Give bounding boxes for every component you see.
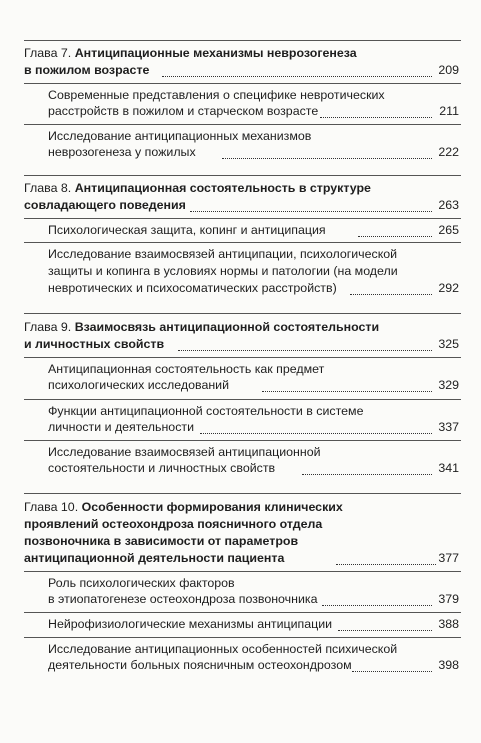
chapter-title-line: проявлений остеохондроза поясничного отдела bbox=[24, 517, 323, 531]
dot-leader bbox=[320, 117, 432, 118]
page-number: 337 bbox=[438, 420, 459, 434]
section-divider bbox=[24, 440, 461, 441]
page-number: 292 bbox=[438, 281, 459, 295]
dot-leader bbox=[302, 474, 432, 475]
page-number: 329 bbox=[438, 378, 459, 392]
chapter-title-line: и личностных свойств bbox=[24, 337, 165, 351]
section-line: Нейрофизиологические механизмы антиципации bbox=[48, 617, 333, 631]
section-line: психологических исследований bbox=[48, 378, 230, 392]
dot-leader bbox=[352, 671, 432, 672]
chapter-label: Глава 7. bbox=[24, 46, 72, 60]
chapter-divider bbox=[24, 175, 461, 176]
section-line: неврозогенеза у пожилых bbox=[48, 145, 196, 159]
page-number: 388 bbox=[438, 617, 459, 631]
chapter-title-line: совладающего поведения bbox=[24, 198, 186, 212]
dot-leader bbox=[162, 76, 432, 77]
section-line: невротических и психосоматических расстройств) bbox=[48, 281, 337, 295]
dot-leader bbox=[262, 391, 432, 392]
chapter-title-line: Глава 10. Особенности формирования клинических bbox=[24, 500, 343, 514]
page-number: 211 bbox=[439, 104, 459, 118]
section-line: Исследование взаимосвязей антиципации, психологической bbox=[48, 247, 398, 261]
chapter-label: Глава 10. bbox=[24, 500, 79, 514]
section-line: Психологическая защита, копинг и антиципация bbox=[48, 223, 326, 237]
dot-leader bbox=[178, 350, 432, 351]
page-number: 341 bbox=[438, 461, 459, 475]
section-line: Исследование антиципационных механизмов bbox=[48, 129, 312, 143]
chapter-title-line: Глава 9. Взаимосвязь антиципационной состоятельности bbox=[24, 320, 380, 334]
section-divider bbox=[24, 124, 461, 125]
section-divider bbox=[24, 637, 461, 638]
section-line: деятельности больных поясничным остеохондрозом bbox=[48, 658, 352, 672]
dot-leader bbox=[200, 433, 432, 434]
dot-leader bbox=[322, 605, 432, 606]
section-divider bbox=[24, 399, 461, 400]
section-line: состоятельности и личностных свойств bbox=[48, 461, 276, 475]
chapter-divider bbox=[24, 493, 461, 494]
page-number: 377 bbox=[438, 551, 459, 565]
chapter-title-line: антиципационной деятельности пациента bbox=[24, 551, 285, 565]
page-number: 379 bbox=[438, 592, 459, 606]
chapter-title-line: позвоночника в зависимости от параметров bbox=[24, 534, 299, 548]
dot-leader bbox=[190, 211, 432, 212]
chapter-title-line: в пожилом возрасте bbox=[24, 63, 150, 77]
section-line: Антиципационная состоятельность как предмет bbox=[48, 362, 325, 376]
page-number: 209 bbox=[438, 63, 459, 77]
section-divider bbox=[24, 242, 461, 243]
section-line: личности и деятельности bbox=[48, 420, 194, 434]
section-line: Современные представления о специфике невротических bbox=[48, 88, 385, 102]
dot-leader bbox=[222, 158, 432, 159]
chapter-title-line: Глава 7. Антиципационные механизмы неврозогенеза bbox=[24, 46, 357, 60]
page-number: 398 bbox=[438, 658, 459, 672]
section-line: расстройств в пожилом и старческом возрасте bbox=[48, 104, 319, 118]
section-line: Исследование взаимосвязей антиципационной bbox=[48, 445, 321, 459]
chapter-title-line: Глава 8. Антиципационная состоятельность в структуре bbox=[24, 181, 371, 195]
section-line: защиты и копинга в условиях нормы и патологии (на модели bbox=[48, 264, 398, 278]
page-number: 263 bbox=[438, 198, 459, 212]
section-divider bbox=[24, 571, 461, 572]
page-number: 222 bbox=[438, 145, 459, 159]
section-line: Функции антиципационной состоятельности в системе bbox=[48, 404, 364, 418]
chapter-divider bbox=[24, 313, 461, 314]
section-line: Роль психологических факторов bbox=[48, 576, 235, 590]
section-divider bbox=[24, 218, 461, 219]
dot-leader bbox=[338, 630, 432, 631]
section-line: Исследование антиципационных особенностей психической bbox=[48, 642, 398, 656]
section-divider bbox=[24, 83, 461, 84]
section-divider bbox=[24, 357, 461, 358]
chapter-label: Глава 9. bbox=[24, 320, 72, 334]
page-number: 265 bbox=[438, 223, 459, 237]
section-line: в этиопатогенезе остеохондроза позвоночника bbox=[48, 592, 318, 606]
dot-leader bbox=[350, 294, 432, 295]
section-divider bbox=[24, 612, 461, 613]
chapter-label: Глава 8. bbox=[24, 181, 72, 195]
dot-leader bbox=[336, 564, 436, 565]
page-number: 325 bbox=[438, 337, 459, 351]
chapter-divider bbox=[24, 40, 461, 41]
dot-leader bbox=[358, 236, 432, 237]
